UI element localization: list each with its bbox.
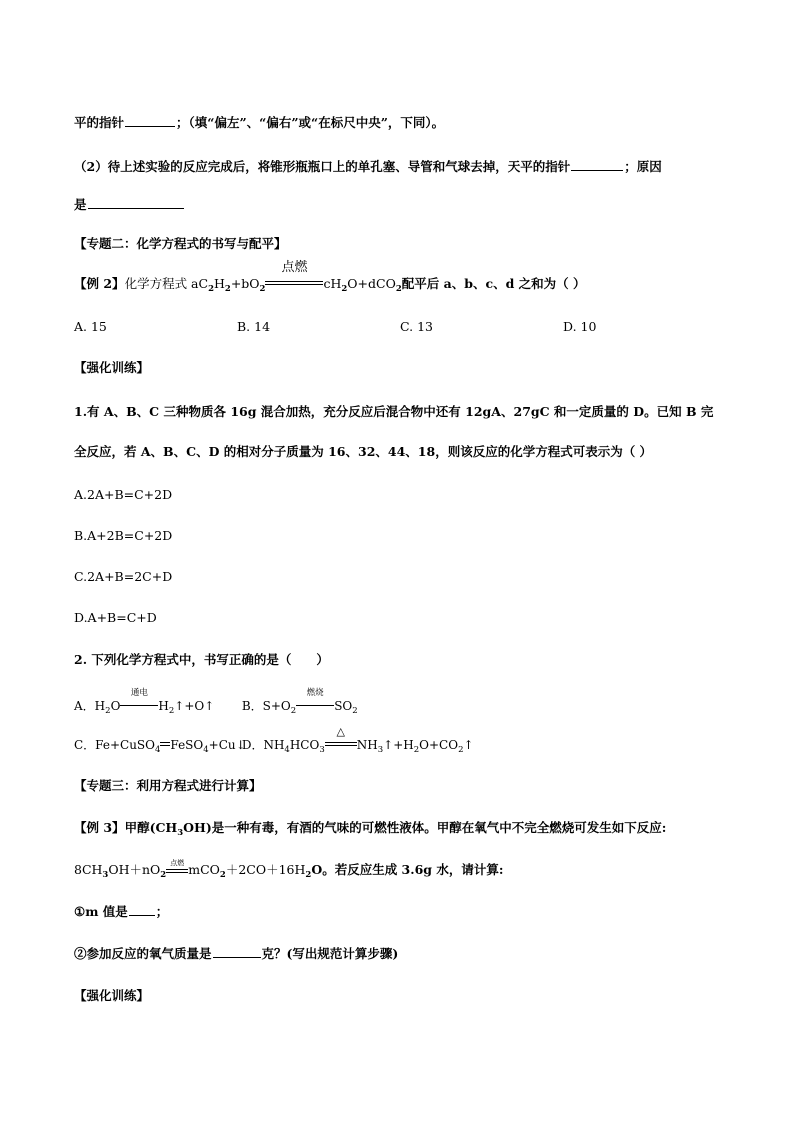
equals-sign	[160, 742, 170, 746]
q1-continuation: 平的指针 ；（填“偏左”、“偏右”或“在标尺中央”，下同）。	[74, 115, 445, 130]
problem-1-line-1: 1.有 A、B、C 三种物质各 16g 混合加热，充分反应后混合物中还有 12gA、27gC 和一定质量的 D。已知 B 完	[74, 404, 714, 419]
answer-blank[interactable]	[88, 196, 184, 209]
option-b[interactable]: B．$S+O_2$ 燃烧 $SO_2$	[241, 688, 358, 716]
example-2: 【例 2】化学方程式 $aC_2H_2+bO_2$ 点燃 $cH_2O+dCO_2$配平后 a、b、c、d 之和为（ ）	[74, 259, 586, 294]
drill-heading-2: 【强化训练】	[74, 988, 150, 1003]
example-3-equation: $8CH_3OH+nO_2$ 点燃 $mCO_2+2CO+16H_2O$。若反应生成 3.6g 水，请计算:	[74, 859, 504, 880]
option-c[interactable]: C．Fe+CuSO$_4$ FeSO$_4$+Cu↓	[74, 738, 246, 755]
answer-blank[interactable]	[129, 903, 155, 916]
question-2-line: （2）待上述实验的反应完成后，将锥形瓶瓶口上的单孔塞、导管和气球去掉，天平的指针 ；原因	[74, 159, 662, 174]
answer-blank[interactable]	[213, 945, 261, 958]
reaction-line	[296, 705, 334, 706]
drill-heading: 【强化训练】	[74, 360, 150, 375]
example-3-question-2: ②参加反应的氧气质量是 克？(写出规范计算步骤)	[74, 946, 399, 961]
reaction-line	[120, 705, 158, 706]
problem-2-stem: 2. 下列化学方程式中，书写正确的是（ ）	[74, 652, 329, 667]
option-d[interactable]: D．$NH_4HCO_3$ △ $NH_3↑+H_2O+CO_2↑$	[241, 725, 474, 755]
problem-1-option-a[interactable]: A.2A+B=C+2D	[74, 487, 173, 502]
example-2-options	[74, 319, 596, 335]
topic-3-heading: 【专题三：利用方程式进行计算】	[74, 778, 262, 793]
equals-sign	[265, 281, 323, 285]
problem-2-row-cd	[74, 725, 474, 755]
answer-blank[interactable]	[125, 114, 175, 127]
reaction-condition: △	[325, 737, 357, 753]
problem-2-row-ab	[74, 688, 358, 716]
reaction-condition: 通电	[120, 698, 158, 714]
problem-1-option-c[interactable]: C.2A+B=2C+D	[74, 569, 173, 584]
reaction-condition: 燃烧	[296, 698, 334, 714]
problem-1-option-d[interactable]: D.A+B=C+D	[74, 610, 157, 625]
answer-blank[interactable]	[571, 158, 623, 171]
equals-sign	[325, 742, 357, 746]
topic-2-heading: 【专题二：化学方程式的书写与配平】	[74, 236, 287, 251]
option-a[interactable]: A．$H_2O$ 通电 $H_2↑+O↑$	[74, 688, 215, 716]
option-b[interactable]: B. 14	[237, 319, 271, 334]
problem-1-line-2: 全反应，若 A、B、C、D 的相对分子质量为 16、32、44、18，则该反应的化学方程式可表示为（ ）	[74, 444, 653, 459]
example-3-question-1: ①m 值是 ；	[74, 904, 169, 919]
reaction-condition: 点燃	[166, 862, 188, 878]
reaction-condition: 点燃	[265, 276, 323, 292]
option-a[interactable]: A. 15	[74, 319, 107, 334]
option-c[interactable]: C. 13	[400, 319, 433, 334]
problem-1-option-b[interactable]: B.A+2B=C+2D	[74, 528, 173, 543]
question-2-reason-line: 是	[74, 196, 185, 213]
example-3-line-1: 【例 3】甲醇$(CH_3OH)$是一种有毒，有酒的气味的可燃性液体。甲醇在氧气中不完全燃烧可发生如下反应:	[74, 820, 667, 838]
option-d[interactable]: D. 10	[563, 319, 597, 334]
